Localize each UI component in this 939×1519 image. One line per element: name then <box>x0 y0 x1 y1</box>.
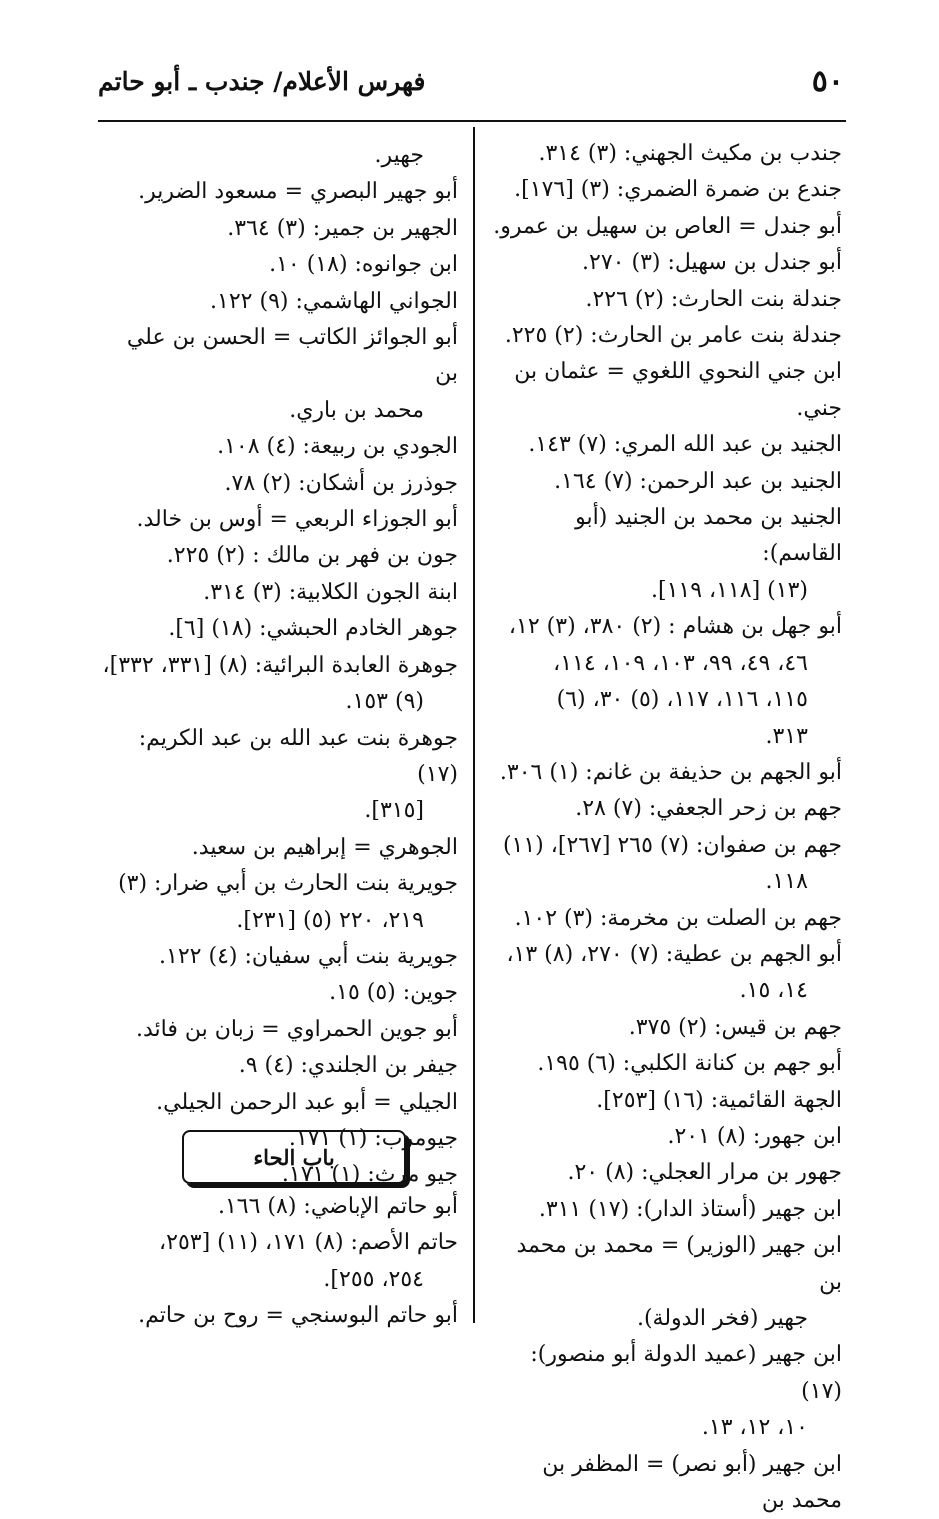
index-entry: ابن جني النحوي اللغوي = عثمان بن جني. <box>514 359 842 421</box>
index-entry: الجنيد بن عبد الرحمن: (٧) ١٦٤. <box>554 468 842 494</box>
section-heading-box <box>182 1130 406 1184</box>
index-entry: جوين: (٥) ١٥. <box>329 980 458 1006</box>
index-entry: الجيلي = أبو عبد الرحمن الجيلي. <box>156 1089 458 1115</box>
section-heading: باب الحاء <box>253 1144 335 1170</box>
index-entry: أبو حاتم الإباضي: (٨) ١٦٦. <box>217 1194 458 1219</box>
index-entry: الجوهري = إبراهيم بن سعيد. <box>191 834 458 860</box>
index-entry-continuation: ١١٨. <box>765 869 808 895</box>
index-entry: الجنيد بن محمد بن الجنيد (أبو القاسم): <box>575 505 842 567</box>
index-entry: أبو جوين الحمراوي = زبان بن فائد. <box>135 1016 458 1042</box>
index-entry-continuation: ١١٥، ١١٦، ١١٧، (٥) ٣٠، (٦) <box>556 687 808 713</box>
index-entry-continuation: ١٤، ١٥. <box>739 978 808 1004</box>
index-entry: أبو الجوائز الكاتب = الحسن بن علي بن <box>126 325 458 387</box>
index-entry-continuation: ٢١٩، ٢٢٠ (٥) [٢٣١]. <box>236 907 424 933</box>
index-entry: جويرية بنت أبي سفيان: (٤) ١٢٢. <box>159 943 458 969</box>
index-entry: جوهر الخادم الحبشي: (١٨) [٦]. <box>168 616 458 642</box>
running-title: فهرس الأعلام/ جندب ـ أبو حاتم <box>98 67 426 96</box>
index-entry: جهور بن مرار العجلي: (٨) ٢٠. <box>567 1160 842 1186</box>
index-column-left <box>100 138 458 1194</box>
index-entry-continuation: ١٠، ١٢، ١٣. <box>701 1415 808 1441</box>
index-entry: جيو مرث: (١) ١٧١. <box>281 1162 458 1188</box>
index-entry-continuation: جهير. <box>374 143 424 168</box>
index-entry: جوهرة العابدة البرائية: (٨) [٣٣١، ٣٣٢]، <box>102 652 458 678</box>
index-entry: الجواني الهاشمي: (٩) ١٢٢. <box>210 288 458 314</box>
index-entry: جهم بن الصلت بن مخرمة: (٣) ١٠٢. <box>514 905 842 931</box>
index-entry: جهم بن صفوان: (٧) ٢٦٥ [٢٦٧]، (١١) <box>502 832 842 858</box>
index-entry: جندع بن ضمرة الضمري: (٣) [١٧٦]. <box>514 177 842 203</box>
index-entry: ابن جوانوه: (١٨) ١٠. <box>269 252 458 278</box>
index-entry-continuation: [٣١٥]. <box>364 798 424 824</box>
page-header <box>98 62 844 102</box>
header-rule <box>98 120 846 122</box>
index-entry-continuation: ٤٦، ٤٩، ٩٩، ١٠٣، ١٠٩، ١١٤، <box>553 650 808 676</box>
index-entry: ابنة الجون الكلابية: (٣) ٣١٤. <box>203 579 458 605</box>
index-entry: ابن جهير (عميد الدولة أبو منصور): (١٧) <box>530 1342 842 1404</box>
index-entry: جوهرة بنت عبد الله بن عبد الكريم: (١٧) <box>138 725 458 787</box>
index-entry-continuation: ٢٥٤، ٢٥٥]. <box>323 1266 424 1292</box>
index-entry: الجودي بن ربيعة: (٤) ١٠٨. <box>217 434 458 460</box>
index-entry-continuation: جهير (فخر الدولة). <box>636 1306 808 1331</box>
index-entry-continuation: ٣١٣. <box>765 723 808 749</box>
index-entry: أبو جندل بن سهيل: (٣) ٢٧٠. <box>582 250 842 276</box>
index-entry-continuation: (٩) ١٥٣. <box>345 689 424 715</box>
index-entry: أبو الجهم بن عطية: (٧) ٢٧٠، (٨) ١٣، <box>506 941 842 967</box>
index-entry-continuation: (١٣) [١١٨، ١١٩]. <box>651 577 808 603</box>
index-column-left-after-heading <box>100 1189 458 1335</box>
index-entry: أبو جهم بن كنانة الكلبي: (٦) ١٩٥. <box>537 1051 842 1077</box>
index-entry: جيفر بن الجلندي: (٤) ٩. <box>238 1053 458 1079</box>
index-entry: جهم بن قيس: (٢) ٣٧٥. <box>628 1014 842 1040</box>
index-entry: جوذرز بن أشكان: (٢) ٧٨. <box>224 470 458 496</box>
index-entry: أبو جهير البصري = مسعود الضرير. <box>138 179 458 205</box>
index-entry: جندب بن مكيث الجهني: (٣) ٣١٤. <box>538 141 842 166</box>
index-column-right <box>490 136 842 1519</box>
page-number: ٥٠ <box>811 64 844 99</box>
index-entry: ابن جهير (الوزير) = محمد بن محمد بن <box>516 1233 842 1295</box>
index-entry: أبو جهل بن هشام : (٢) ٣٨٠، (٣) ١٢، <box>508 614 842 640</box>
index-entry: جندلة بنت عامر بن الحارث: (٢) ٢٢٥. <box>504 323 842 349</box>
index-entry: حاتم الأصم: (٨) ١٧١، (١١) [٢٥٣، <box>159 1230 458 1256</box>
index-entry: جهم بن زحر الجعفي: (٧) ٢٨. <box>575 796 842 822</box>
index-entry: الجهة القائمية: (١٦) [٢٥٣]. <box>596 1087 842 1113</box>
index-entry: أبو جندل = العاص بن سهيل بن عمرو. <box>493 213 842 239</box>
index-entry: جون بن فهر بن مالك : (٢) ٢٢٥. <box>166 543 458 569</box>
index-entry: جويرية بنت الحارث بن أبي ضرار: (٣) <box>118 871 458 897</box>
index-entry: ابن جهور: (٨) ٢٠١. <box>667 1123 842 1149</box>
index-entry: أبو الجوزاء الربعي = أوس بن خالد. <box>136 507 458 533</box>
index-entry: الجهير بن جمير: (٣) ٣٦٤. <box>227 215 458 241</box>
index-entry: ابن جهير (أستاذ الدار): (١٧) ٣١١. <box>538 1196 842 1222</box>
index-entry: جندلة بنت الحارث: (٢) ٢٢٦. <box>585 286 842 312</box>
index-entry: الجنيد بن عبد الله المري: (٧) ١٤٣. <box>528 432 842 458</box>
index-entry: ابن جهير (أبو نصر) = المظفر بن محمد بن <box>542 1451 842 1514</box>
index-entry: أبو حاتم البوسنجي = روح بن حاتم. <box>138 1303 458 1329</box>
index-entry: أبو الجهم بن حذيفة بن غانم: (١) ٣٠٦. <box>499 759 842 785</box>
index-entry: جيومرب: (١) ١٧١. <box>288 1125 458 1151</box>
index-entry-continuation: محمد بن باري. <box>289 397 424 423</box>
column-divider <box>473 127 475 1323</box>
